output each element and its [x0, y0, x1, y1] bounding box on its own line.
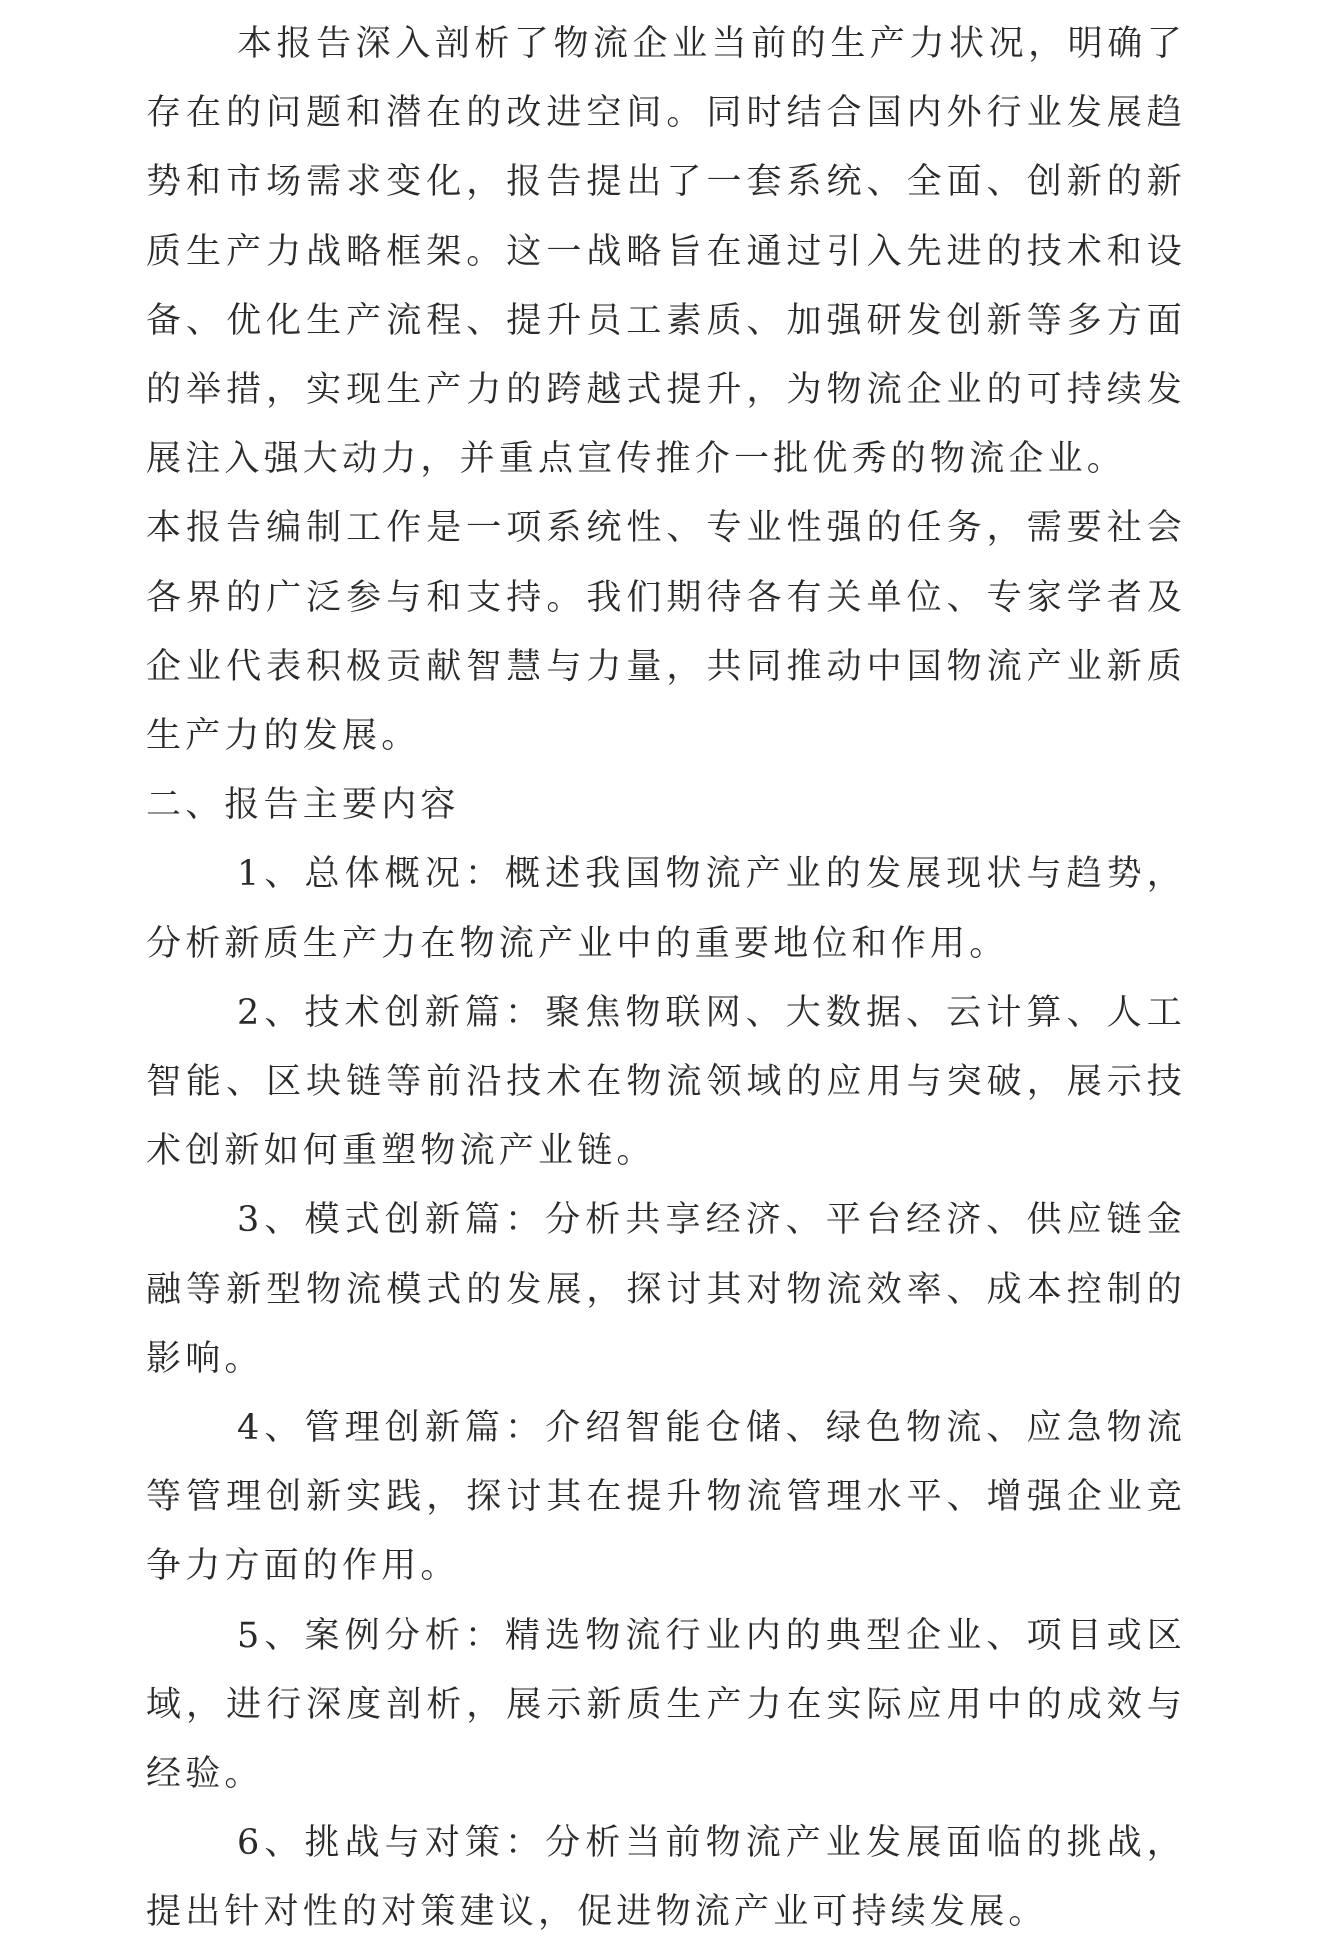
list-item-case-analysis: 5、案例分析：精选物流行业内的典型企业、项目或区域，进行深度剖析，展示新质生产力在实际应用中的成效与经验。: [146, 1615, 1186, 1795]
section-heading: 二、报告主要内容: [146, 785, 460, 826]
list-item-technology: 2、技术创新篇：聚焦物联网、大数据、云计算、人工智能、区块链等前沿技术在物流领域的应用与突破，展示技术创新如何重塑物流产业链。: [146, 992, 1186, 1172]
call-for-participation-paragraph: 本报告编制工作是一项系统性、专业性强的任务，需要社会各界的广泛参与和支持。我们期待各有关单位、专家学者及企业代表积极贡献智慧与力量，共同推动中国物流产业新质生产力的发展。: [146, 508, 1186, 757]
document-body: [146, 10, 1186, 1948]
list-item-challenges: 6、挑战与对策：分析当前物流产业发展面临的挑战，提出针对性的对策建议，促进物流产业可持续发展。: [146, 1823, 1186, 1933]
list-item-overview: 1、总体概况：概述我国物流产业的发展现状与趋势，分析新质生产力在物流产业中的重要地位和作用。: [146, 854, 1186, 964]
list-item-model: 3、模式创新篇：分析共享经济、平台经济、供应链金融等新型物流模式的发展，探讨其对物流效率、成本控制的影响。: [146, 1200, 1186, 1379]
list-item-management: 4、管理创新篇：介绍智能仓储、绿色物流、应急物流等管理创新实践，探讨其在提升物流管理水平、增强企业竞争力方面的作用。: [146, 1408, 1186, 1587]
intro-paragraph: 本报告深入剖析了物流企业当前的生产力状况，明确了存在的问题和潜在的改进空间。同时结合国内外行业发展趋势和市场需求变化，报告提出了一套系统、全面、创新的新质生产力战略框架。这一战略旨在通过引入先进的技术和设备、优化生产流程、提升员工素质、加强研发创新等多方面的举措，实现生产力的跨越式提升，为物流企业的可持续发展注入强大动力，并重点宣传推介一批优秀的物流企业。: [146, 24, 1186, 480]
